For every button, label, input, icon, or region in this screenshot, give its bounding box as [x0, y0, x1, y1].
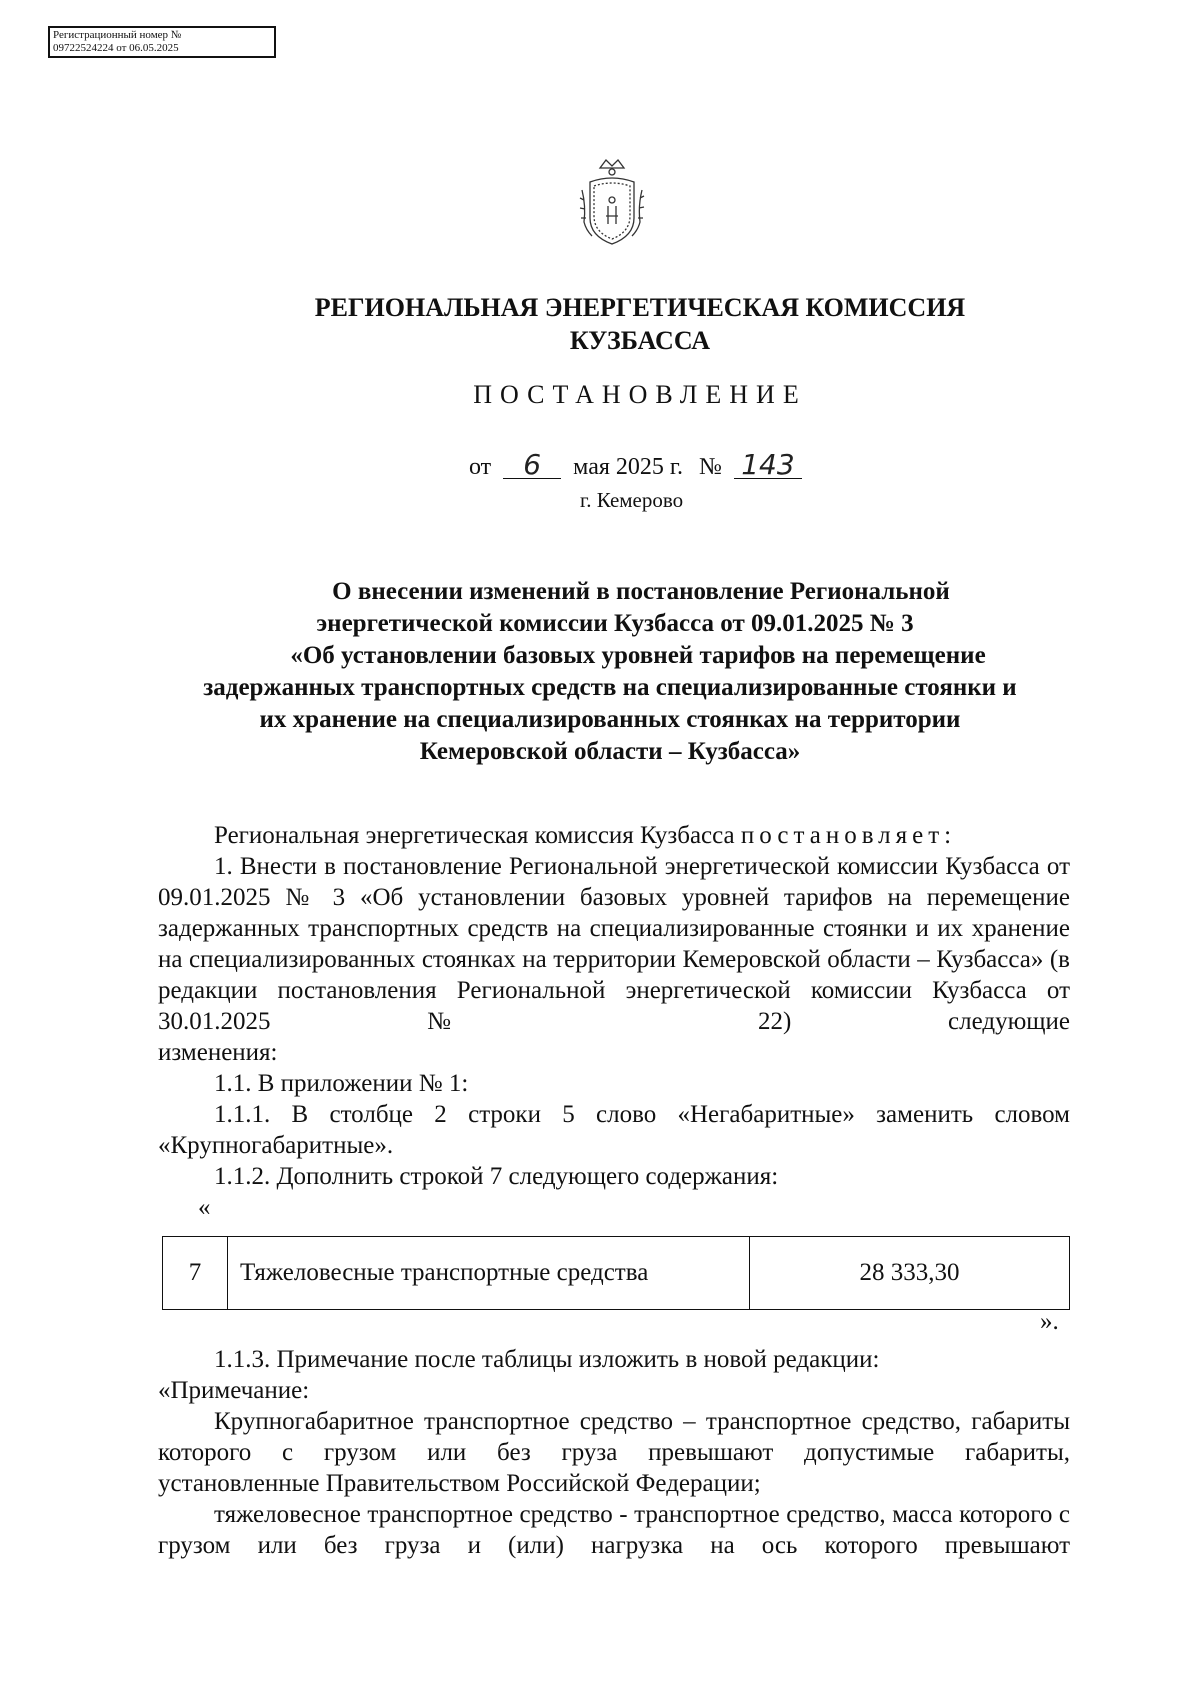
organization-name-line-1: РЕГИОНАЛЬНАЯ ЭНЕРГЕТИЧЕСКАЯ КОМИССИЯ — [314, 293, 966, 322]
city: г. Кемерово — [580, 488, 684, 512]
row-value-cell: 28 333,30 — [750, 1237, 1070, 1310]
table-row — [163, 1237, 1070, 1310]
note-heading: «Примечание: — [158, 1377, 310, 1404]
paragraph-1-1-1: 1.1.1. В столбце 2 строки 5 слово «Негабаритные» заменить словом — [214, 1101, 1070, 1128]
date-month-year: мая 2025 г. — [573, 454, 684, 480]
title-line: О внесении изменений в постановление Региональной — [332, 578, 950, 605]
document-number: 143 — [734, 452, 802, 479]
paragraph-1-1-1-end: «Крупногабаритные». — [158, 1132, 394, 1159]
row-name-cell: Тяжеловесные транспортные средства — [228, 1237, 750, 1310]
close-quote: ». — [1040, 1308, 1059, 1335]
title-line: энергетической комиссии Кузбасса от 09.01.2025 № 3 — [316, 610, 914, 637]
date-line — [469, 448, 802, 481]
added-row-table — [162, 1236, 1070, 1310]
paragraph-1: 1. Внести в постановление Региональной энергетической комиссии Кузбасса от 09.01.2025 № 3 «Об установлении базовых уровней тарифов на перемещение задержанных транспортных средств на специализированные стоянки и их хранение на специализированных стоянках на территории Кемеровской области – Кузбасса» (в редакции постановления Региональной энергетической комиссии Кузбасса от 30.01.2025 № 22) следующие — [158, 853, 1070, 1035]
preamble — [158, 820, 1070, 851]
paragraph-1-1-3: 1.1.3. Примечание после таблицы изложить в новой редакции: — [214, 1346, 880, 1373]
paragraph-1-1: 1.1. В приложении № 1: — [214, 1070, 469, 1097]
note-definition-1: Крупногабаритное транспортное средство – транспортное средство, габариты которого с грузом или без груза превышают допустимые габариты, — [158, 1408, 1070, 1466]
stamp-line-2: 09722524224 от 06.05.2025 — [53, 42, 179, 54]
preamble-text: Региональная энергетическая комиссия Кузбасса — [214, 822, 735, 849]
paragraph-1-end: изменения: — [158, 1039, 278, 1066]
registration-stamp — [48, 26, 276, 58]
title-line: их хранение на специализированных стоянках на территории — [259, 706, 961, 733]
row-number-cell: 7 — [163, 1237, 228, 1310]
title-line: «Об установлении базовых уровней тарифов на перемещение — [290, 642, 986, 669]
number-sign: № — [699, 454, 722, 480]
stamp-line-1: Регистрационный номер № — [53, 29, 182, 41]
body-section-1 — [158, 820, 1070, 1223]
title-line: Кемеровской области – Кузбасса» — [419, 738, 801, 765]
organization-name-line-2: КУЗБАССА — [569, 326, 711, 355]
date-prefix: от — [469, 454, 492, 480]
preamble-decree: постановляет: — [740, 822, 957, 849]
open-quote: « — [198, 1194, 211, 1221]
title-line: задержанных транспортных средств на специализированные стоянки и — [203, 674, 1017, 701]
body-section-2 — [158, 1344, 1070, 1561]
note-definition-2: тяжеловесное транспортное средство - транспортное средство, масса которого с грузом или без груза и (или) нагрузка на ось которого превышают — [158, 1501, 1070, 1559]
date-day: 6 — [503, 452, 561, 479]
coat-of-arms-icon — [578, 156, 646, 250]
note-definition-1-end: установленные Правительством Российской Федерации; — [158, 1470, 761, 1497]
document-type: ПОСТАНОВЛЕНИЕ — [473, 380, 807, 409]
document-title — [150, 576, 1070, 768]
paragraph-1-1-2: 1.1.2. Дополнить строкой 7 следующего содержания: — [214, 1163, 779, 1190]
